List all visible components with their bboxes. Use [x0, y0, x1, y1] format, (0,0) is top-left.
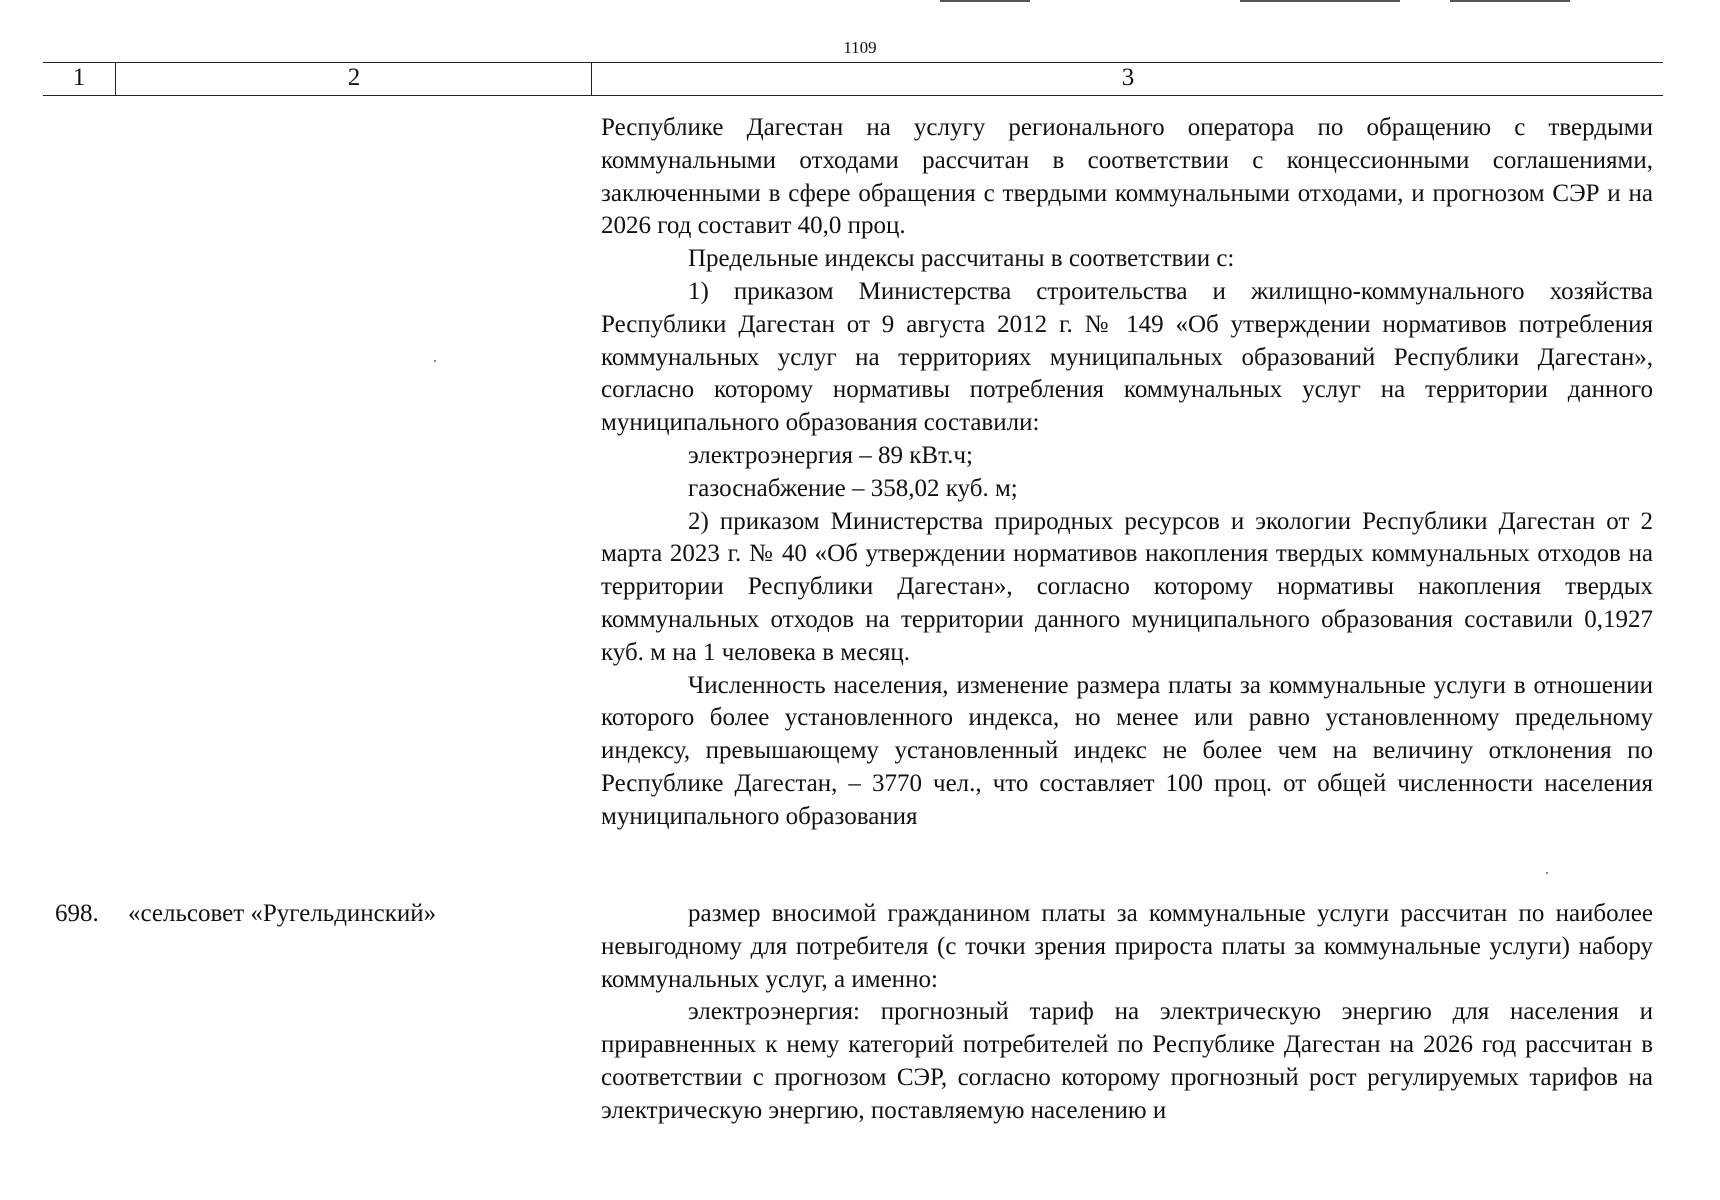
column-header-3: 3: [591, 63, 1664, 95]
paragraph: размер вносимой гражданином платы за коммунальные услуги рассчитан по наиболее невыгодному для потребителя (с точки зрения прироста платы за коммунальные услуги) набору коммунальных услуг, а именно:: [601, 900, 1653, 993]
list-item: газоснабжение – 358,02 куб. м;: [688, 474, 1018, 502]
page-number: 1109: [843, 38, 877, 57]
paragraph: Численность населения, изменение размера платы за коммунальные услуги в отношении которого более установленного индекса, но менее или равно установленному предельному индексу, превышающему установленный индекс не более чем на величину отклонения по Республике Дагестан, – 3770 чел., что составляет 100 проц. от общей численности населения муниципального образования: [601, 671, 1653, 830]
table-header-row: [43, 62, 1663, 96]
column-header-1: 1: [72, 64, 86, 91]
paragraph: Республике Дагестан на услугу регионального оператора по обращению с твердыми коммунальными отходами рассчитан в соответствии с концессионными соглашениями, заключенными в сфере обращения с твердыми коммунальными отходами, и прогнозом СЭР и на 2026 год составит 40,0 проц.: [601, 114, 1653, 240]
municipality-name: «сельсовет «Ругельдинский»: [128, 900, 437, 927]
paragraph: электроэнергия: прогнозный тариф на электрическую энергию для населения и приравненных к нему категорий потребителей по Республике Дагестан на 2026 год рассчитан в соответствии с прогнозом СЭР, согласно которому прогнозный рост регулируемых тарифов на электрическую энергию, поставляемую населению и: [601, 998, 1653, 1124]
continued-cell-text: [601, 112, 1653, 834]
paragraph: Предельные индексы рассчитаны в соответствии с:: [688, 245, 1235, 273]
scan-artifact: [940, 0, 1030, 2]
column-header-2: 2: [115, 63, 592, 95]
list-item: электроэнергия – 89 кВт.ч;: [688, 441, 973, 469]
paragraph: 1) приказом Министерства строительства и жилищно-коммунального хозяйства Республики Дагестан от 9 августа 2012 г. № 149 «Об утверждении нормативов потребления коммунальных услуг на территориях муниципальных образований Республики Дагестан», согласно которому нормативы потребления коммунальных услуг на территории данного муниципального образования составили:: [601, 277, 1653, 437]
paragraph: 2) приказом Министерства природных ресурсов и экологии Республики Дагестан от 2 марта 2023 г. № 40 «Об утверждении нормативов накопления твердых коммунальных отходов на территории Республики Дагестан», согласно которому нормативы накопления твердых коммунальных отходов на территории данного муниципального образования составили 0,1927 куб. м на 1 человека в месяц.: [601, 507, 1653, 666]
row-number: 698.: [55, 900, 99, 927]
scan-speck: [434, 360, 436, 362]
row-698-cell-text: [601, 898, 1653, 1128]
scan-speck: [1546, 872, 1548, 874]
scan-artifact: [1240, 0, 1400, 2]
scan-artifact: [1450, 0, 1570, 2]
